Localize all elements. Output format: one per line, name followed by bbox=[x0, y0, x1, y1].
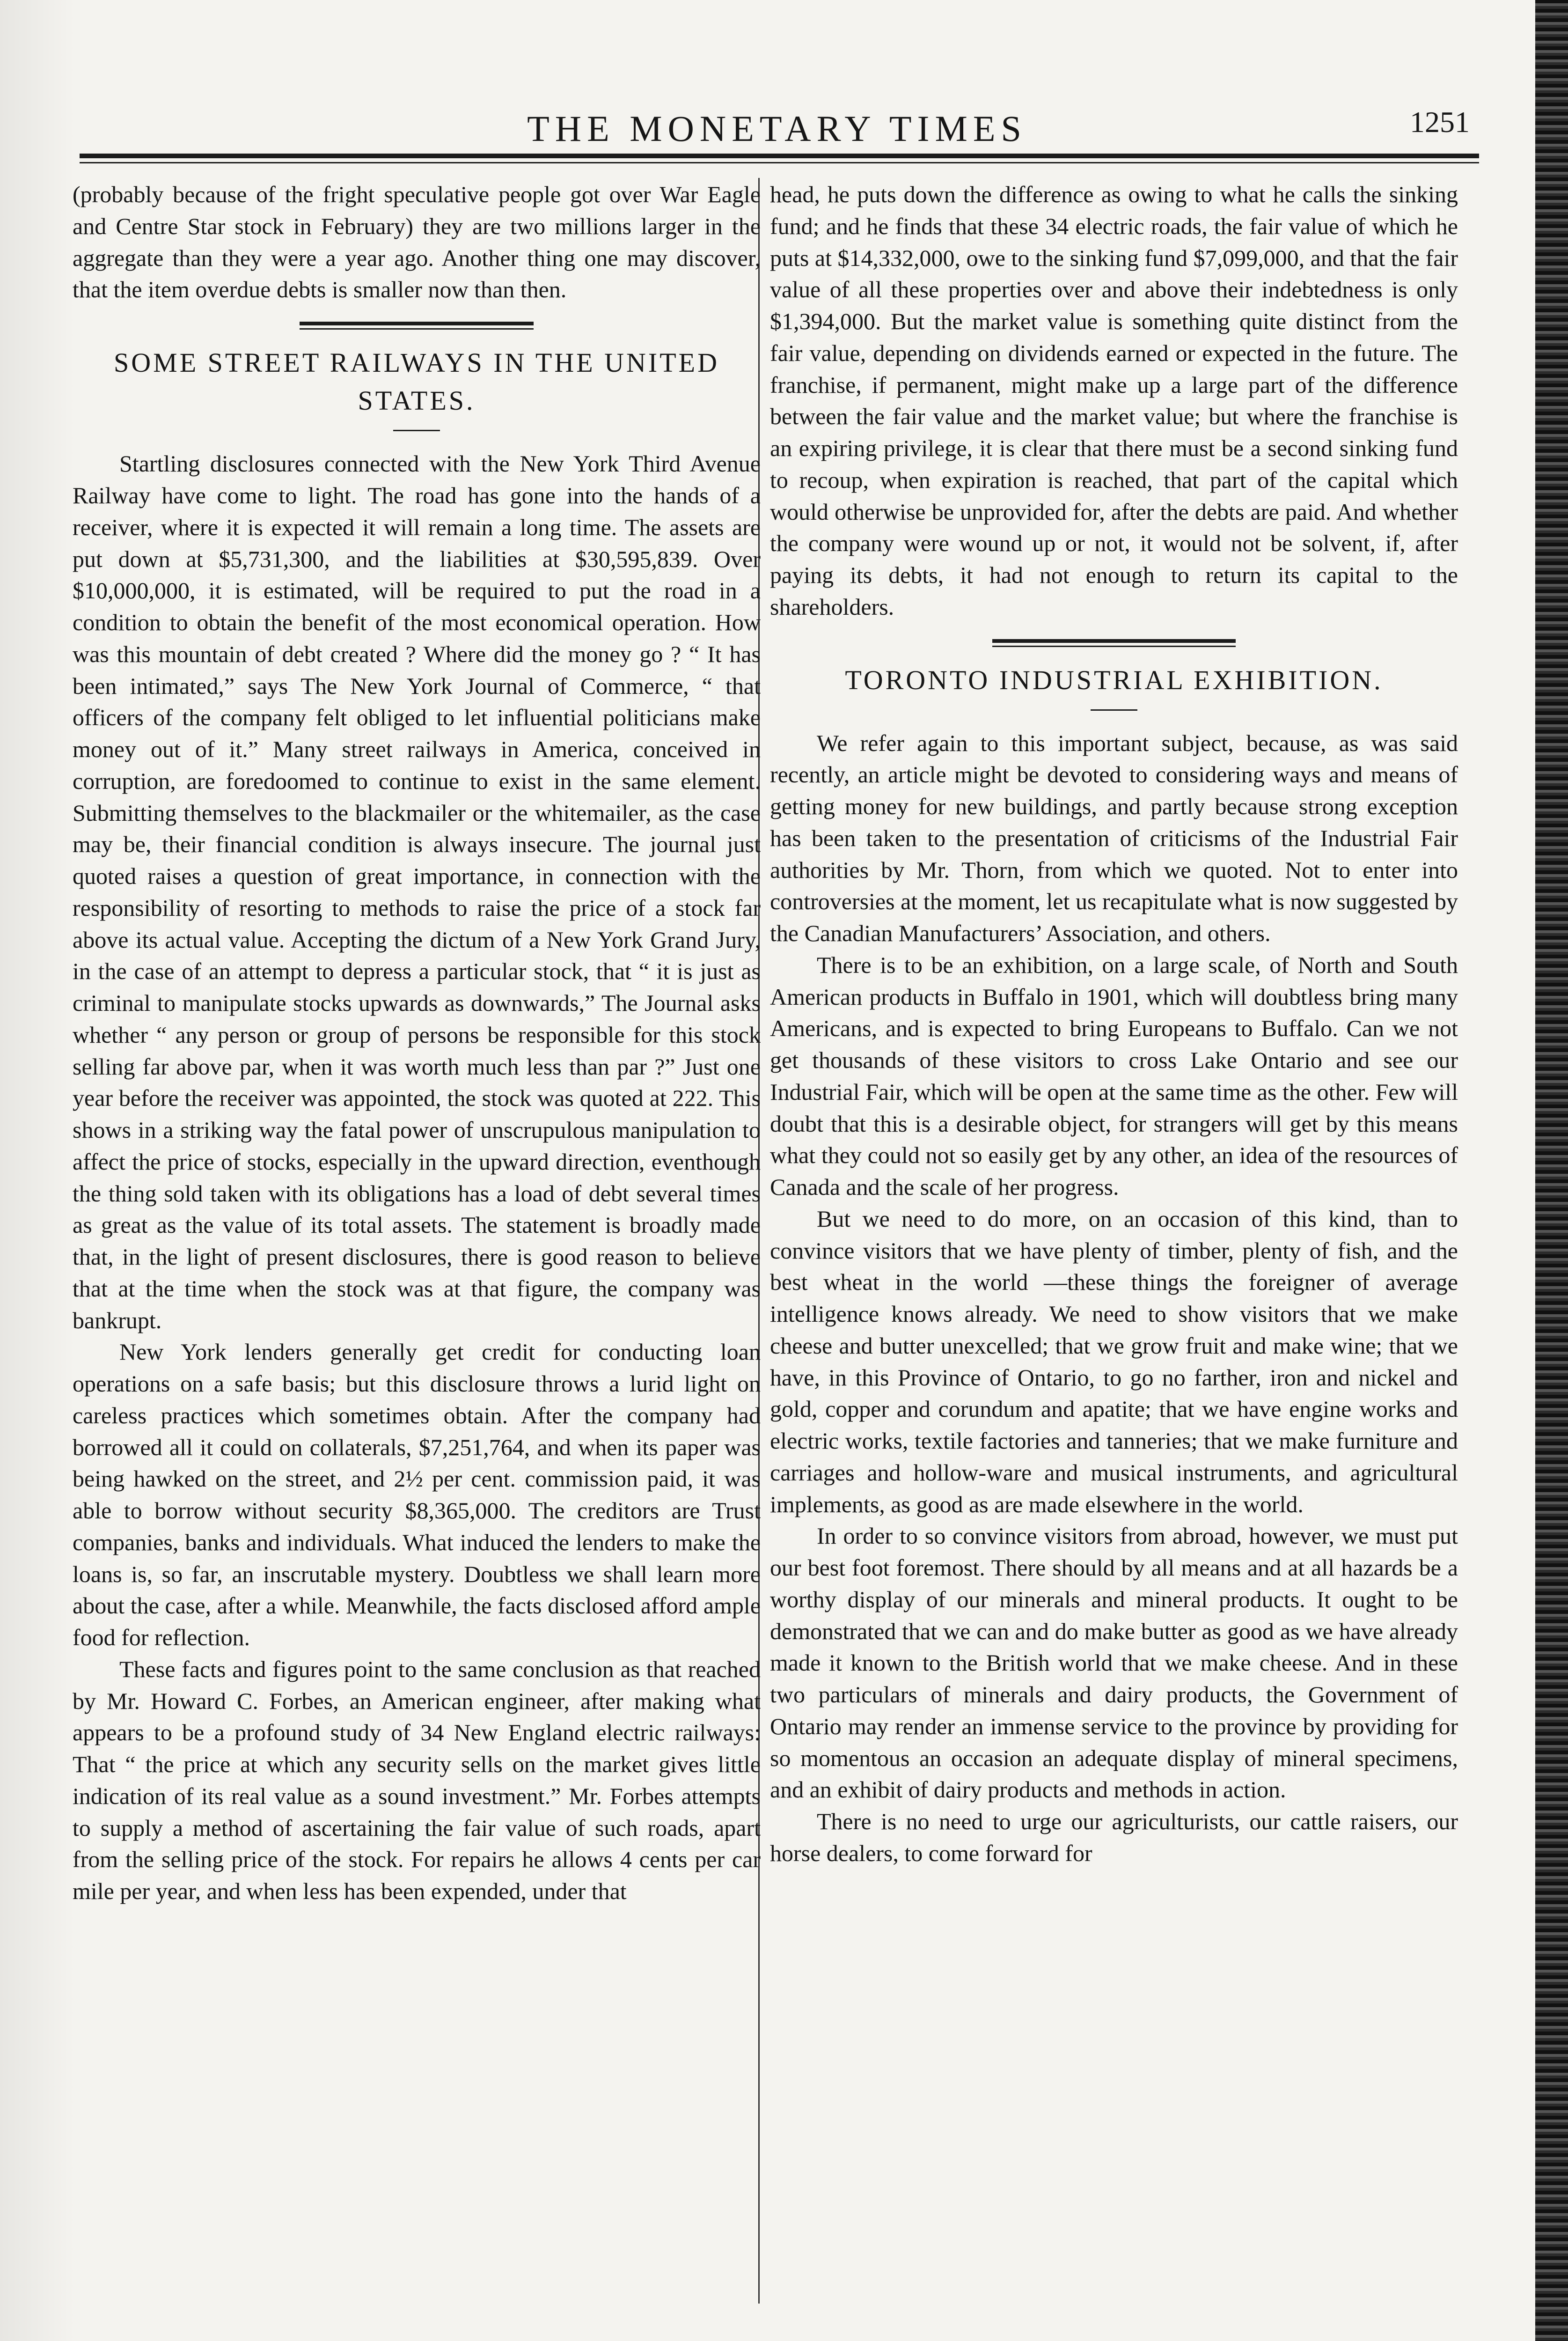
right-column bbox=[770, 179, 1458, 1870]
page-header bbox=[75, 98, 1479, 159]
article-paragraph: But we need to do more, on an occasion of this kind, than to convince visitors that we have plenty of timber, plenty of fish, and the best wheat in the world —these things the foreigner of average intelligence knows already. We need to show visitors that we make cheese and butter unexcelled; that we grow fruit and make wine; that we have, in this Province of Ontario, to go no farther, iron and nickel and gold, copper and corundum and apatite; that we have engine works and electric works, textile factories and tanneries; that we make furniture and carriages and hollow-ware and musical instruments, and agricultural implements, as good as are made elsewhere in the world. bbox=[770, 1205, 1458, 1517]
left-column bbox=[73, 179, 761, 1907]
section-separator bbox=[992, 639, 1236, 647]
header-rule-thick bbox=[80, 154, 1479, 158]
continued-paragraph: head, he puts down the difference as owing to what he calls the sinking fund; and he finds that these 34 electric roads, the fair value of which he puts at $14,332,000, owe to the sinking fund $7,099,000, and that the fair value of all these properties over and above their indebtedness is only $1,394,000. But the market value is something quite distinct from the fair value, depending on dividends earned or expected in the future. The franchise, if permanent, might make up a large part of the difference between the fair value and the market value; but where the franchise is an expiring privilege, it is clear that there must be a second sinking fund to recoup, when expiration is reached, that part of the capital which would otherwise be unprovided for, after the debts are paid. And whether the company were wound up or not, it would not be solvent, if, after paying its debts, it had not enough to return its capital to the shareholders. bbox=[770, 181, 1458, 620]
masthead-title: THE MONETARY TIMES bbox=[527, 108, 1027, 149]
article-heading-toronto-exhibition: TORONTO INDUSTRIAL EXHIBITION. bbox=[845, 664, 1383, 695]
page-number: 1251 bbox=[1410, 105, 1470, 139]
article-paragraph: These facts and figures point to the same conclusion as that reached by Mr. Howard C. Forbes, an American engineer, after making what appears to be a profound study of 34 New England electric railways: That “ the price at which any security sells on the market gives little indication of its real value as a sound investment.” Mr. Forbes attempts to supply a method of ascertaining the fair value of such roads, apart from the selling price of the stock. For repairs he allows 4 cents per car mile per year, and when less has been expended, under that bbox=[73, 1656, 761, 1905]
header-rule-thin bbox=[80, 162, 1479, 163]
article-paragraph: There is to be an exhibition, on a large scale, of North and South American products in Buffalo in 1901, which will doubtless bring many Americans, and is expected to bring Europeans to Buffalo. Can we not get thousands of these visitors to cross Lake Ontario and see our Industrial Fair, which will be open at the same time as the other. Few will doubt that this is a desirable object, for strangers will get by this means what they could not so easily get by any other, an idea of the resources of Canada and the scale of her progress. bbox=[770, 951, 1458, 1200]
section-separator bbox=[300, 322, 534, 330]
heading-dash bbox=[1091, 709, 1137, 711]
article-paragraph: In order to so convince visitors from abroad, however, we must put our best foot foremost. There should by all means and at all hazards be a worthy display of our minerals and mineral products. It ought to be demonstrated that we can and do make butter as good as we have already made it known to the British world that we make cheese. And in these two particulars of minerals and dairy products, the Government of Ontario may render an immense service to the province by providing for so momentous an occasion an adequate display of mineral specimens, and an exhibit of dairy products and methods in action. bbox=[770, 1523, 1458, 1803]
article-heading-street-railways: SOME STREET RAILWAYS IN THE UNITED STATES. bbox=[113, 347, 719, 416]
article-paragraph: New York lenders generally get credit for conducting loan operations on a safe basis; but this disclosure throws a lurid light on careless practices which sometimes obtain. After the company had borrowed all it could on collaterals, $7,251,764, and when its paper was being hawked on the street, and 2½ per cent. commission paid, it was able to borrow without security $8,365,000. The creditors are Trust companies, banks and individuals. What induced the lenders to make the loans is, so far, an inscrutable mystery. Doubtless we shall learn more about the case, after a while. Meanwhile, the facts disclosed afford ample food for reflection. bbox=[73, 1339, 761, 1651]
continued-paragraph: (probably because of the fright speculative people got over War Eagle and Centre Star stock in February) they are two millions larger in the aggregate than they were a year ago. Another thing one may discover, that the item overdue debts is smaller now than then. bbox=[73, 181, 761, 303]
article-paragraph: There is no need to urge our agriculturists, our cattle raisers, our horse dealers, to come forward for bbox=[770, 1808, 1458, 1866]
page-binding-shadow bbox=[0, 0, 75, 2341]
heading-dash bbox=[393, 430, 440, 431]
article-paragraph: Startling disclosures connected with the New York Third Avenue Railway have come to light. The road has gone into the hands of a receiver, where it is expected it will remain a long time. The assets are put down at $5,731,300, and the liabilities at $30,595,839. Over $10,000,000, it is estimated, will be required to put the road in a condition to obtain the benefit of the most economical operation. How was this mountain of debt created ? Where did the money go ? “ It has been intimated,” says The New York Journal of Commerce, “ that officers of the company felt obliged to let influential politicians make money out of it.” Many street railways in America, conceived in corruption, are foredoomed to continue to exist in the same element. Submitting themselves to the blackmailer or the whitemailer, as the case may be, their financial condition is always insecure. The journal just quoted raises a question of great importance, in connection with the responsibility of resorting to methods to raise the price of a stock far above its actual value. Accepting the dictum of a New York Grand Jury, in the case of an attempt to depress a particular stock, that “ it is just as criminal to manipulate stocks upwards as downwards,” The Journal asks whether “ any person or group of persons be responsible for this stock selling far above par, when it was worth much less than par ?” Just one year before the receiver was appointed, the stock was quoted at 222. This shows in a striking way the fatal power of unscrupulous manipulation to affect the price of stocks, especially in the upward direction, eventhough the thing sold taken with its obligations has a load of debt several times as great as the value of its total assets. The statement is broadly made that, in the light of present disclosures, there is good reason to believe that at the time when the stock was at that figure, the company was bankrupt. bbox=[73, 450, 761, 1333]
article-paragraph: We refer again to this important subject, because, as was said recently, an article might be devoted to considering ways and means of getting money for new buildings, and partly because strong exception has been taken to the presentation of criticisms of the Industrial Fair authorities by Mr. Thorn, from which we quoted. Not to enter into controversies at the moment, let us recapitulate what is now suggested by the Canadian Manufacturers’ Association, and others. bbox=[770, 729, 1458, 947]
scanned-page-edge bbox=[1535, 0, 1568, 2341]
